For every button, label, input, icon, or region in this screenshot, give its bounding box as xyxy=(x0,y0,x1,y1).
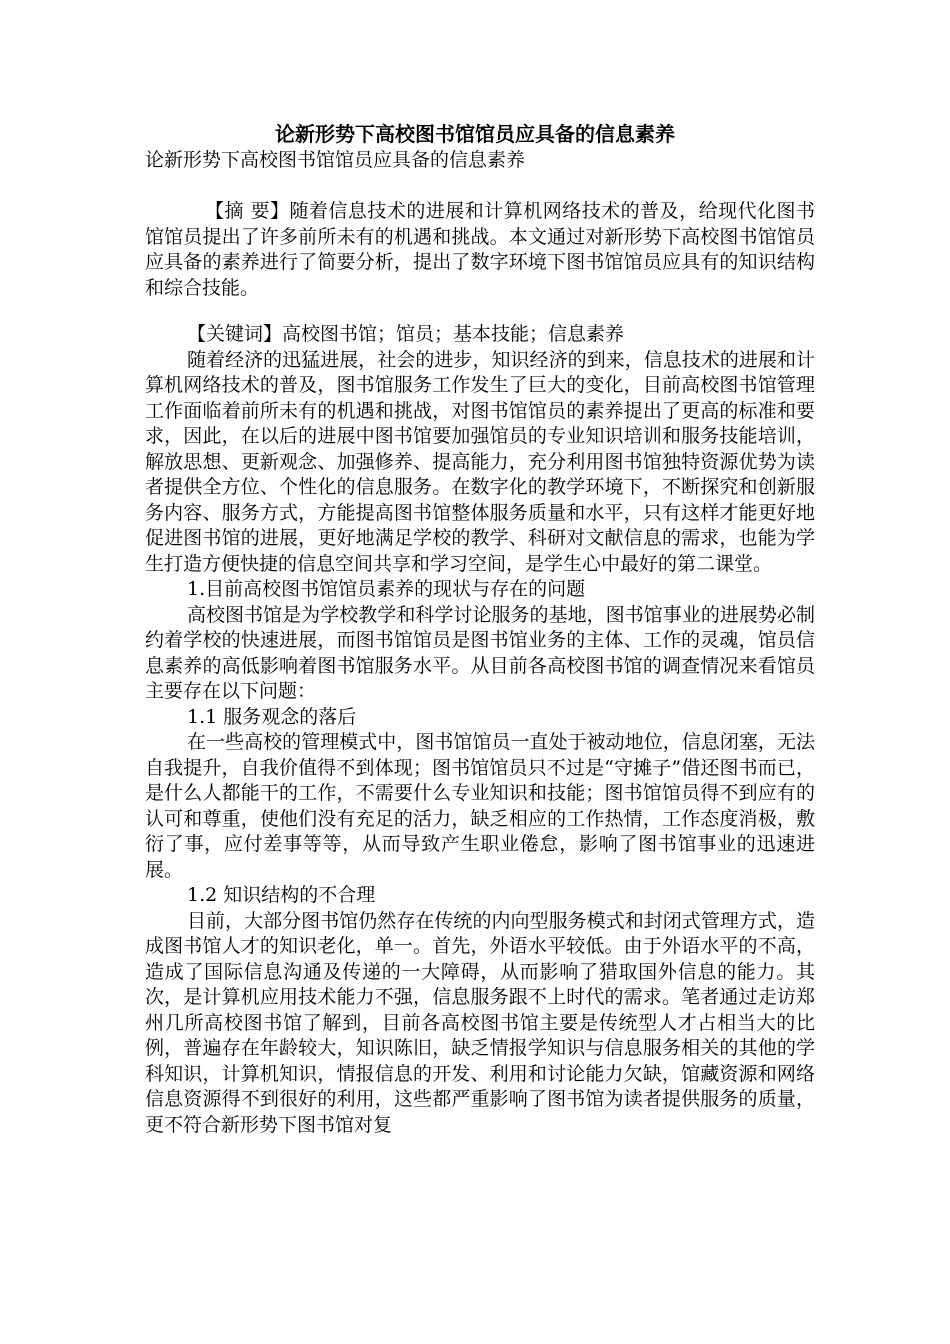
section-1-1-paragraph: 在一些高校的管理模式中，图书馆馆员一直处于被动地位，信息闭塞，无法自我提升，自我价值得不到体现；图书馆馆员只不过是“守摊子”借还图书而已，是什么人都能干的工作，不需要什么专业知识和技能；图书馆馆员得不到应有的认可和尊重，使他们没有充足的活力，缺乏相应的工作热情，工作态度消极，敷衍了事，应付差事等等，从而导致产生职业倦怠，影响了图书馆事业的迅速进展。 xyxy=(145,731,815,881)
abstract-paragraph: 【摘 要】随着信息技术的进展和计算机网络技术的普及，给现代化图书馆馆员提出了许多前所未有的机遇和挑战。本文通过对新形势下高校图书馆馆员应具备的素养进行了简要分析，提出了数字环境下图书馆馆员应具有的知识结构和综合技能。 xyxy=(145,200,815,299)
document-subtitle: 论新形势下高校图书馆馆员应具备的信息素养 xyxy=(145,149,526,171)
section-heading-1: 1.目前高校图书馆馆员素养的现状与存在的问题 xyxy=(187,578,586,600)
intro-paragraph: 随着经济的迅猛进展，社会的进步，知识经济的到来，信息技术的进展和计算机网络技术的普及，图书馆服务工作发生了巨大的变化，目前高校图书馆管理工作面临着前所未有的机遇和挑战，对图书馆馆员的素养提出了更高的标准和要求，因此，在以后的进展中图书馆要加强馆员的专业知识培训和服务技能培训，解放思想、更新观念、加强修养、提高能力，充分利用图书馆独特资源优势为读者提供全方位、个性化的信息服务。在数字化的教学环境下，不断探究和创新服务内容、服务方式，方能提高图书馆整体服务质量和水平，只有这样才能更好地促进图书馆的进展，更好地满足学校的教学、科研对文献信息的需求，也能为学生打造方便快捷的信息空间共享和学习空间，是学生心中最好的第二课堂。 xyxy=(145,348,815,575)
section-heading-1-1: 1.1 服务观念的落后 xyxy=(187,705,357,728)
section-1-2-paragraph: 目前，大部分图书馆仍然存在传统的内向型服务模式和封闭式管理方式，造成图书馆人才的知识老化，单一。首先，外语水平较低。由于外语水平的不高，造成了国际信息沟通及传递的一大障碍，从而影响了猎取国外信息的能力。其次，是计算机应用技术能力不强，信息服务跟不上时代的需求。笔者通过走访郑州几所高校图书馆了解到，目前各高校图书馆主要是传统型人才占相当大的比例，普遍存在年龄较大，知识陈旧，缺乏情报学知识与信息服务相关的其他的学科知识，计算机知识，情报信息的开发、利用和讨论能力欠缺，馆藏资源和网络信息资源得不到很好的利用，这些都严重影响了图书馆为读者提供服务的质量，更不符合新形势下图书馆对复 xyxy=(145,909,815,1136)
section-heading-1-2: 1.2 知识结构的不合理 xyxy=(187,884,376,906)
keywords-line: 【关键词】高校图书馆；馆员；基本技能；信息素养 xyxy=(187,323,625,345)
document-title: 论新形势下高校图书馆馆员应具备的信息素养 xyxy=(275,122,675,146)
document-body xyxy=(145,322,815,1138)
section-1-paragraph: 高校图书馆是为学校教学和科学讨论服务的基地，图书馆事业的进展势必制约着学校的快速进展，而图书馆馆员是图书馆业务的主体、工作的灵魂，馆员信息素养的高低影响着图书馆服务水平。从目前各高校图书馆的调查情况来看馆员主要存在以下问题： xyxy=(145,603,815,702)
